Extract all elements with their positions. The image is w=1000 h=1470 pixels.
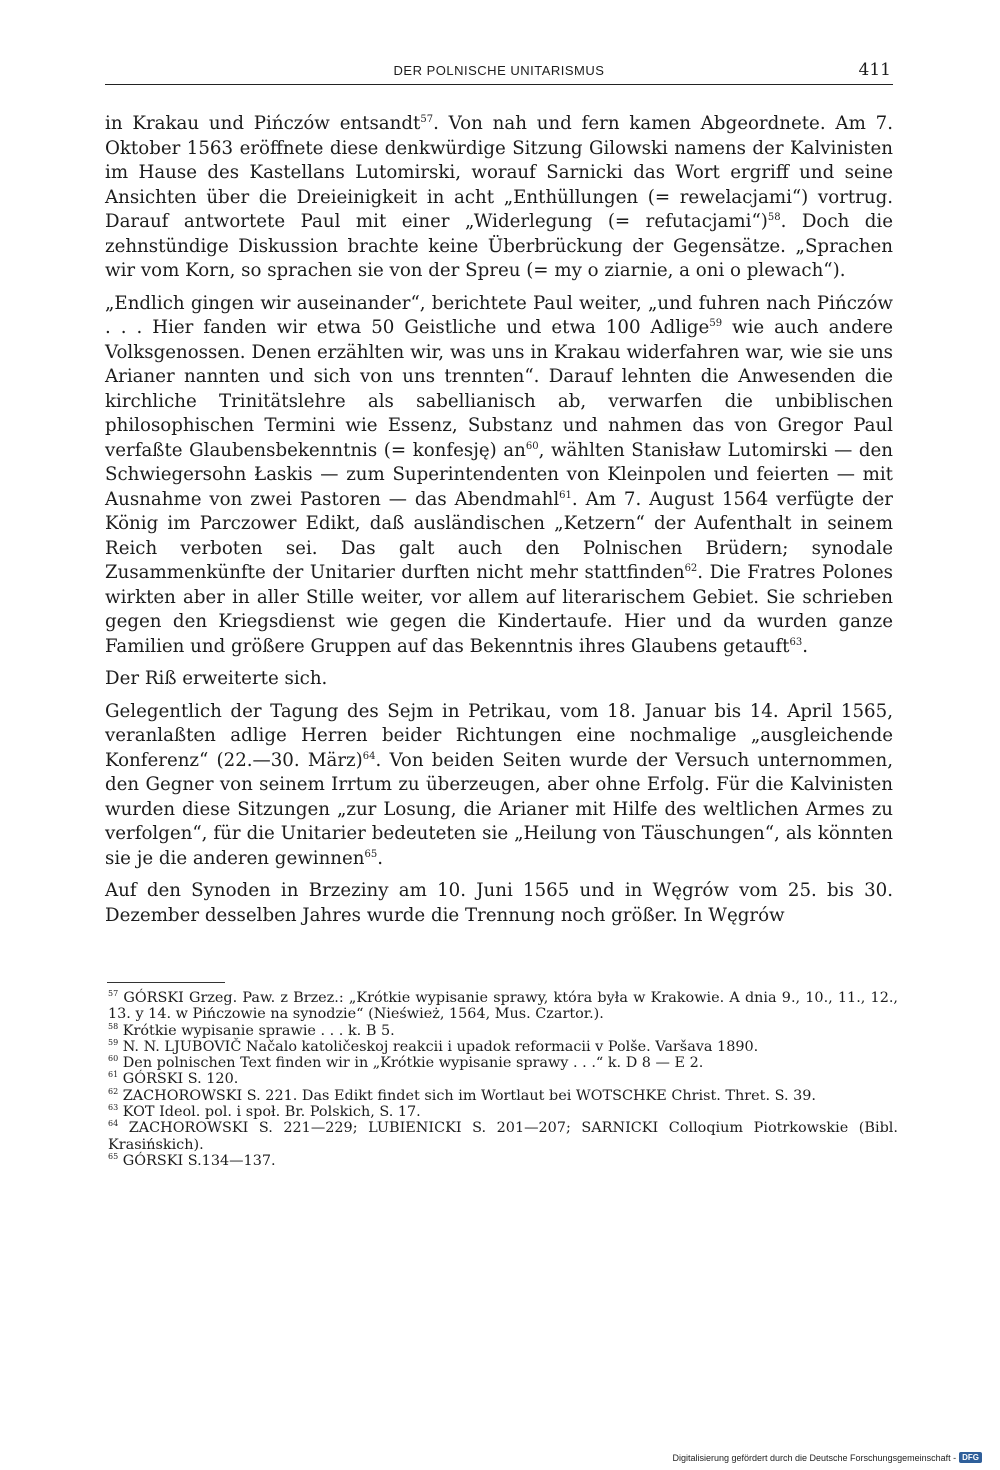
- dfg-logo-icon: DFG: [959, 1452, 982, 1463]
- text-segment: wie auch andere Volksgenossen. Denen erzählten wir, was uns in Krakau widerfahren war, wie sie uns Arianer nannten und sich von uns trennten“. Darauf lehnten die Anwesenden die kirchliche Trinitätslehre als sabellianisch ab, verwarfen die unbiblischen philosophischen Termini wie Essenz, Substanz und nahmen das von Gregor Paul verfaßte Glaubensbekenntnis (= konfesję) an: [105, 317, 893, 461]
- footnote-separator: [107, 982, 225, 983]
- footnote-ref: 65: [364, 848, 378, 860]
- footnote-ref: 63: [789, 636, 803, 648]
- footnote-text: GÓRSKI S. 120.: [118, 1071, 239, 1088]
- footnote: [108, 1055, 898, 1071]
- footnote: [108, 1023, 898, 1039]
- running-title: DER POLNISCHE UNITARISMUS: [393, 63, 605, 78]
- footnote: [108, 1120, 898, 1153]
- footnote: [108, 1088, 898, 1104]
- text-segment: in Krakau und Pińczów entsandt: [105, 113, 421, 134]
- footnote-number: 62: [108, 1086, 119, 1096]
- footnote-ref: 58: [767, 211, 781, 223]
- footnote-text: ZACHOROWSKI S. 221. Das Edikt findet sich im Wortlaut bei WOTSCHKE Christ. Thret. S. 39.: [118, 1087, 816, 1104]
- footnotes: [108, 990, 898, 1169]
- body-paragraph: [105, 112, 893, 284]
- footnote-text: GÓRSKI Grzeg. Paw. z Brzez.: „Krótkie wypisanie sprawy, która była w Krakowie. A dnia 9., 10., 11., 12., 13. y 14. w Pińczowie na synodzie“ (Nieśwież, 1564, Mus. Czartor.).: [108, 990, 898, 1023]
- text-segment: .: [802, 635, 808, 657]
- footnote-ref: 64: [362, 750, 376, 762]
- footnote-number: 58: [108, 1021, 119, 1031]
- footnote-ref: 61: [559, 489, 572, 501]
- footnote-ref: 59: [709, 317, 723, 329]
- text-segment: . Von beiden Seiten wurde der Versuch unternommen, den Gegner von seinem Irrtum zu überzeugen, aber ohne Erfolg. Für die Kalvinisten wurden diese Sitzungen „zur Losung, die Arianer mit Hilfe des weltlichen Armes zu verfolgen“, für die Unitarier bedeuteten sie „Heilung von Täuschungen“, als könnten sie je die anderen gewinnen: [105, 749, 893, 869]
- page-number: 411: [858, 60, 891, 80]
- footnote: [108, 1153, 898, 1169]
- footnote-number: 59: [108, 1038, 119, 1048]
- footnote-ref: 57: [420, 113, 434, 125]
- footnote: [108, 990, 898, 1023]
- text-segment: Gelegentlich der Tagung des Sejm in Petrikau, vom 18. Januar bis 14. April 1565, veranlaßten adlige Herren beider Richtungen eine nochmalige „ausgleichende Konferenz“ (22.—30. März): [105, 700, 893, 771]
- footnote: [108, 1039, 898, 1055]
- footnote-text: KOT Ideol. pol. i społ. Br. Polskich, S. 17.: [118, 1104, 421, 1121]
- text-segment: . Von nah und fern kamen Abgeordnete. Am 7. Oktober 1563 eröffnete diese denkwürdige Sitzung Gilowski namens der Kalvinisten im Hause des Kastellans Lutomirski, worauf Sarnicki das Wort ergriff und seine Ansichten über die Dreieinigkeit in acht „Enthüllungen (= rewelacjami“) vortrug. Darauf antwortete Paul mit einer „Widerlegung (= refutacjami“): [105, 113, 893, 232]
- footnote-number: 60: [108, 1054, 119, 1064]
- footnote-ref: 62: [684, 562, 698, 574]
- footnote-number: 64: [108, 1119, 119, 1129]
- footnote-number: 57: [108, 989, 119, 999]
- footnote-text: N. N. LJUBOVIČ Načalo katoličeskoj reakcii i upadok reformacii v Polše. Varšava 1890.: [118, 1038, 759, 1055]
- text-segment: Auf den Synoden in Brzeziny am 10. Juni 1565 und in Węgrów vom 25. bis 30. Dezember desselben Jahres wurde die Trennung noch größer. In Węgrów: [105, 880, 893, 926]
- footnote-ref: 60: [525, 440, 539, 452]
- footnote: [108, 1104, 898, 1120]
- text-segment: . Die Fratres Polones wirkten aber in aller Stille weiter, vor allem auf literarischem Gebiet. Sie schrieben gegen den Kriegsdienst wie gegen die Kindertaufe. Hier und da wurden ganze Familien und größere Gruppen auf das Bekenntnis ihres Glaubens getauft: [105, 562, 893, 657]
- footnote-number: 65: [108, 1152, 119, 1162]
- footnote-number: 63: [108, 1103, 119, 1113]
- footnote-text: ZACHOROWSKI S. 221—229; LUBIENICKI S. 201—207; SARNICKI Colloqium Piotrkowskie (Bibl. Krasińskich).: [108, 1120, 898, 1153]
- footnote: [108, 1071, 898, 1087]
- text-segment: „Endlich gingen wir auseinander“, berichtete Paul weiter, „und fuhren nach Pińczów . . . Hier fanden wir etwa 50 Geistliche und etwa 100 Adlige: [105, 292, 893, 338]
- text-segment: , wählten Stanisław Lutomirski — den Schwiegersohn Łaskis — zum Superintendenten von Kleinpolen und feierten — mit Ausnahme von zwei Pastoren — das Abendmahl: [105, 439, 894, 510]
- text-segment: . Am 7. August 1564 verfügte der König im Parczower Edikt, daß ausländischen „Ketzern“ der Aufenthalt in seinem Reich verboten sei. Das galt auch den Polnischen Brüdern; synodale Zusammenkünfte der Unitarier durften nicht mehr stattfinden: [105, 488, 893, 583]
- footnote-text: Den polnischen Text finden wir in „Krótkie wypisanie sprawy . . .“ k. D 8 — E 2.: [118, 1055, 704, 1072]
- footnote-number: 61: [108, 1070, 119, 1080]
- digitization-footer: [672, 1452, 982, 1463]
- text-segment: Der Riß erweiterte sich.: [105, 668, 328, 689]
- text-segment: . Doch die zehnstündige Diskussion brachte keine Überbrückung der Gegensätze. „Sprachen wir vom Korn, so sprachen sie von der Spreu (= my o ziarnie, a oni o plewach“).: [105, 211, 893, 281]
- body-paragraph: [105, 667, 893, 692]
- text-segment: .: [377, 847, 384, 869]
- body-paragraph: [105, 292, 893, 660]
- footer-text: Digitalisierung gefördert durch die Deutsche Forschungsgemeinschaft -: [672, 1452, 957, 1463]
- main-text: [105, 112, 893, 936]
- body-paragraph: [105, 879, 893, 928]
- footnote-text: GÓRSKI S.134—137.: [118, 1152, 276, 1169]
- body-paragraph: [105, 700, 893, 872]
- running-header: [105, 60, 893, 85]
- footnote-text: Krótkie wypisanie sprawie . . . k. B 5.: [118, 1022, 395, 1039]
